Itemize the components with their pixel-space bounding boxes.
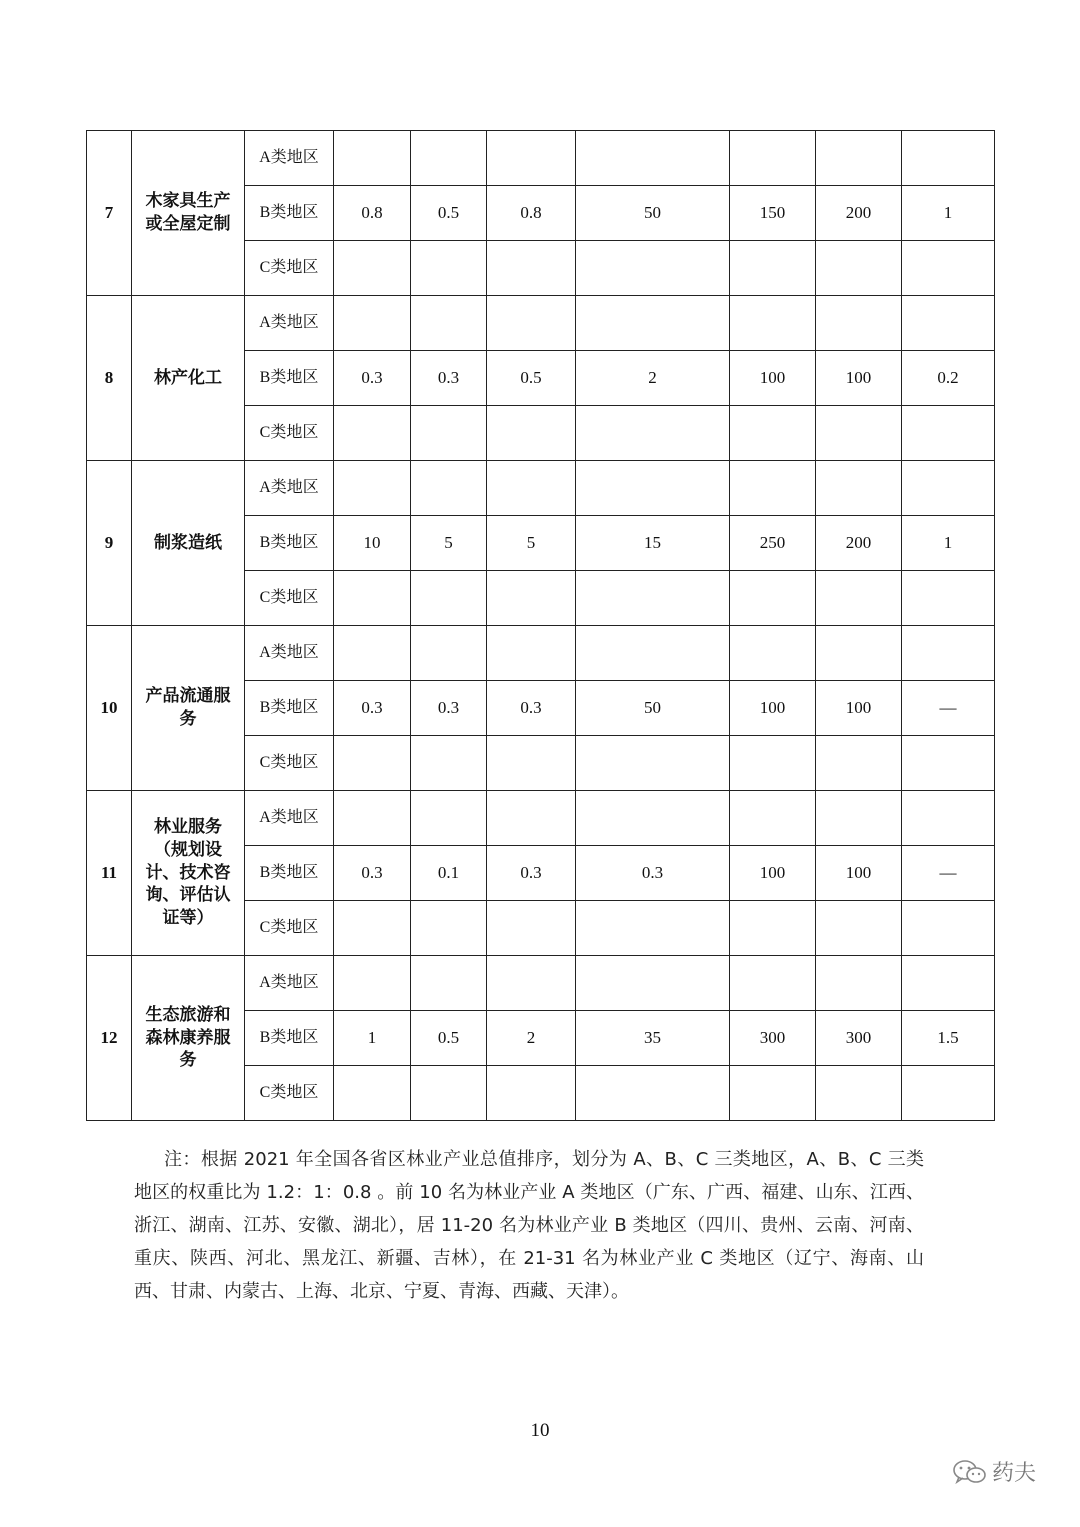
value-cell: 0.2	[902, 351, 995, 406]
value-cell	[334, 956, 411, 1011]
value-cell: 200	[816, 186, 902, 241]
value-cell: 100	[816, 681, 902, 736]
value-cell: 0.1	[411, 846, 487, 901]
value-cell	[411, 736, 487, 791]
region-label: C类地区	[245, 901, 334, 956]
value-cell	[487, 241, 576, 296]
item-number: 8	[87, 296, 132, 461]
value-cell	[730, 131, 816, 186]
value-cell	[487, 736, 576, 791]
region-label: C类地区	[245, 241, 334, 296]
value-cell	[902, 571, 995, 626]
region-label: C类地区	[245, 571, 334, 626]
note-text: 注：根据 2021 年全国各省区林业产业总值排序，划分为 A、B、C 三类地区，A、B、C 三类地区的权重比为 1.2：1：0.8 。前 10 名为林业产业 A 类地区（广东、广西、福建、山东、江西、浙江、湖南、江苏、安徽、湖北），居 11-20 名为林业产业 B 类地区（四川、贵州、云南、河南、重庆、陕西、河北、黑龙江、新疆、吉林），在 21-31 名为林业产业 C 类地区（辽宁、海南、山西、甘肃、内蒙古、上海、北京、宁夏、青海、西藏、天津）。	[134, 1149, 924, 1302]
table-row	[87, 296, 995, 351]
value-cell	[816, 791, 902, 846]
value-cell: 300	[816, 1011, 902, 1066]
value-cell	[816, 131, 902, 186]
value-cell	[816, 736, 902, 791]
region-label: A类地区	[245, 461, 334, 516]
value-cell	[411, 461, 487, 516]
value-cell	[730, 626, 816, 681]
value-cell: 1	[902, 516, 995, 571]
value-cell	[411, 571, 487, 626]
value-cell	[902, 406, 995, 461]
industry-name: 生态旅游和森林康养服务	[132, 956, 245, 1121]
value-cell	[816, 1066, 902, 1121]
value-cell	[816, 571, 902, 626]
value-cell: 200	[816, 516, 902, 571]
value-cell	[334, 736, 411, 791]
value-cell	[816, 406, 902, 461]
item-number: 12	[87, 956, 132, 1121]
value-cell	[487, 791, 576, 846]
value-cell	[334, 296, 411, 351]
value-cell: 0.3	[334, 681, 411, 736]
value-cell	[334, 131, 411, 186]
value-cell	[730, 571, 816, 626]
industry-name: 制浆造纸	[132, 461, 245, 626]
item-number: 11	[87, 791, 132, 956]
value-cell	[576, 1066, 730, 1121]
value-cell: 0.3	[411, 351, 487, 406]
table-row	[87, 461, 995, 516]
value-cell	[576, 956, 730, 1011]
value-cell: 100	[816, 846, 902, 901]
region-label: B类地区	[245, 516, 334, 571]
value-cell	[487, 406, 576, 461]
value-cell: 1.5	[902, 1011, 995, 1066]
value-cell: 0.3	[487, 681, 576, 736]
watermark	[950, 1456, 1036, 1487]
value-cell	[816, 241, 902, 296]
value-cell	[334, 461, 411, 516]
value-cell	[576, 626, 730, 681]
value-cell	[730, 791, 816, 846]
value-cell	[487, 131, 576, 186]
region-label: A类地区	[245, 626, 334, 681]
value-cell	[334, 241, 411, 296]
value-cell	[487, 626, 576, 681]
table-row	[87, 956, 995, 1011]
value-cell	[730, 736, 816, 791]
value-cell	[730, 296, 816, 351]
value-cell: 0.3	[334, 351, 411, 406]
value-cell: 0.3	[576, 846, 730, 901]
data-table	[86, 130, 995, 1121]
value-cell	[576, 901, 730, 956]
wechat-icon	[950, 1457, 990, 1487]
value-cell	[576, 296, 730, 351]
value-cell	[411, 241, 487, 296]
value-cell	[487, 461, 576, 516]
value-cell	[902, 901, 995, 956]
region-label: B类地区	[245, 846, 334, 901]
value-cell	[902, 296, 995, 351]
region-label: C类地区	[245, 406, 334, 461]
table-note	[134, 1143, 924, 1308]
industry-name: 林产化工	[132, 296, 245, 461]
value-cell	[816, 461, 902, 516]
value-cell	[334, 791, 411, 846]
value-cell	[902, 791, 995, 846]
value-cell	[334, 901, 411, 956]
value-cell	[411, 901, 487, 956]
region-label: A类地区	[245, 296, 334, 351]
value-cell	[334, 1066, 411, 1121]
value-cell: 300	[730, 1011, 816, 1066]
value-cell: 100	[730, 846, 816, 901]
value-cell: 0.8	[487, 186, 576, 241]
value-cell	[730, 406, 816, 461]
watermark-text: 药夫	[992, 1461, 1037, 1486]
table-row	[87, 131, 995, 186]
value-cell	[487, 571, 576, 626]
value-cell	[816, 956, 902, 1011]
value-cell	[816, 626, 902, 681]
item-number: 7	[87, 131, 132, 296]
page-number: 10	[530, 1420, 550, 1441]
value-cell: 50	[576, 681, 730, 736]
item-number: 10	[87, 626, 132, 791]
value-cell	[730, 956, 816, 1011]
value-cell	[411, 626, 487, 681]
value-cell: 0.8	[334, 186, 411, 241]
value-cell: 100	[730, 681, 816, 736]
value-cell	[487, 901, 576, 956]
value-cell: 15	[576, 516, 730, 571]
value-cell	[730, 1066, 816, 1121]
value-cell	[334, 626, 411, 681]
value-cell	[902, 461, 995, 516]
value-cell: 10	[334, 516, 411, 571]
value-cell	[411, 1066, 487, 1121]
value-cell: 5	[487, 516, 576, 571]
value-cell	[411, 131, 487, 186]
table-row	[87, 791, 995, 846]
region-label: A类地区	[245, 131, 334, 186]
value-cell: 100	[816, 351, 902, 406]
value-cell: 1	[902, 186, 995, 241]
value-cell	[730, 901, 816, 956]
value-cell: 1	[334, 1011, 411, 1066]
value-cell	[816, 296, 902, 351]
value-cell	[487, 296, 576, 351]
value-cell: 100	[730, 351, 816, 406]
region-label: B类地区	[245, 186, 334, 241]
industry-name: 林业服务（规划设计、技术咨询、评估认证等）	[132, 791, 245, 956]
value-cell	[576, 461, 730, 516]
item-number: 9	[87, 461, 132, 626]
value-cell	[902, 626, 995, 681]
value-cell	[487, 956, 576, 1011]
value-cell	[576, 406, 730, 461]
value-cell	[902, 241, 995, 296]
value-cell	[576, 131, 730, 186]
value-cell: 0.3	[487, 846, 576, 901]
industry-name: 木家具生产或全屋定制	[132, 131, 245, 296]
region-label: B类地区	[245, 681, 334, 736]
region-label: A类地区	[245, 791, 334, 846]
value-cell: 2	[487, 1011, 576, 1066]
value-cell	[902, 956, 995, 1011]
value-cell: 0.5	[487, 351, 576, 406]
value-cell	[411, 406, 487, 461]
value-cell	[730, 461, 816, 516]
value-cell	[411, 956, 487, 1011]
value-cell: 150	[730, 186, 816, 241]
value-cell: 0.3	[411, 681, 487, 736]
value-cell: 50	[576, 186, 730, 241]
value-cell: —	[902, 846, 995, 901]
value-cell	[576, 571, 730, 626]
region-label: C类地区	[245, 736, 334, 791]
region-label: B类地区	[245, 351, 334, 406]
value-cell: 0.3	[334, 846, 411, 901]
value-cell	[576, 241, 730, 296]
value-cell	[411, 296, 487, 351]
region-label: B类地区	[245, 1011, 334, 1066]
value-cell	[411, 791, 487, 846]
region-label: C类地区	[245, 1066, 334, 1121]
value-cell: 2	[576, 351, 730, 406]
value-cell	[487, 1066, 576, 1121]
table-row	[87, 626, 995, 681]
value-cell	[902, 131, 995, 186]
value-cell	[902, 736, 995, 791]
industry-name: 产品流通服务	[132, 626, 245, 791]
value-cell: 35	[576, 1011, 730, 1066]
value-cell	[576, 736, 730, 791]
value-cell	[816, 901, 902, 956]
table-body	[87, 131, 995, 1121]
value-cell: 0.5	[411, 1011, 487, 1066]
value-cell	[576, 791, 730, 846]
region-label: A类地区	[245, 956, 334, 1011]
value-cell: 250	[730, 516, 816, 571]
value-cell: 0.5	[411, 186, 487, 241]
value-cell	[334, 406, 411, 461]
value-cell	[730, 241, 816, 296]
value-cell	[334, 571, 411, 626]
value-cell: 5	[411, 516, 487, 571]
value-cell: —	[902, 681, 995, 736]
value-cell	[902, 1066, 995, 1121]
